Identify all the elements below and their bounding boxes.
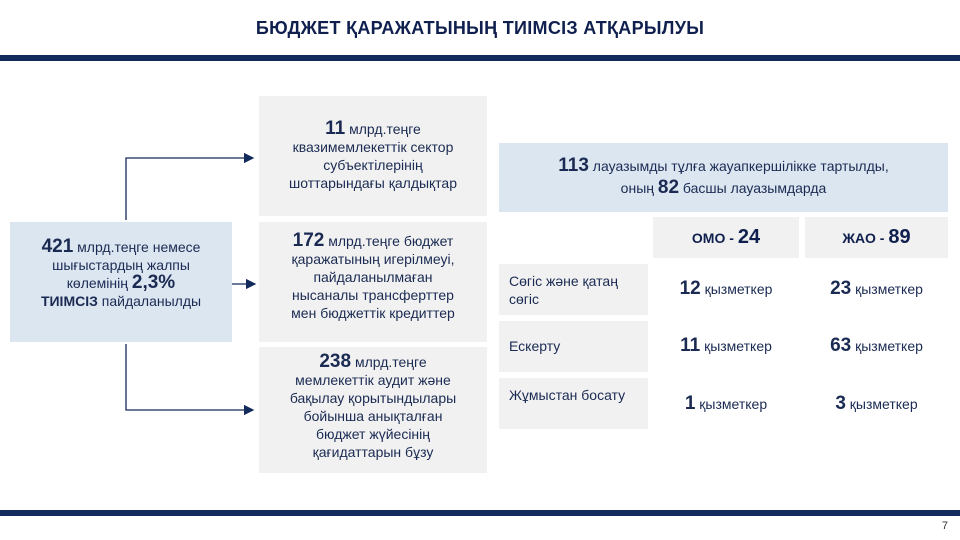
cell-zhao-dismissal: 3 қызметкер [835,393,918,414]
cell-omo-dismissal: 1 қызметкер [684,393,768,414]
arrow-to-finding-1 [126,158,253,220]
page-number: 7 [941,520,948,532]
row-label-reprimand: Сөгіс және қатаң сөгіс [499,264,648,315]
row-label-warning: Ескерту [499,321,648,372]
main-line-4: ТИІМСІЗ пайдаланылды [40,293,202,309]
cell-omo-warning: 11 қызметкер [680,335,772,356]
finding-box-1: 11 млрд.теңге квазимемлекеттік сектор субъектілерінің шоттарындағы қалдықтар [259,96,487,216]
column-header-omo: ОМО - 24 [653,217,799,258]
finding-box-2: 172 млрд.теңге бюджет қаражатының игерілмеуі, пайдаланылмаған нысаналы трансферттер мен бюджеттік кредиттер [259,222,487,342]
column-header-zhao: ЖАО - 89 [805,217,948,258]
cell-omo-reprimand: 12 қызметкер [679,278,773,299]
main-summary-box [10,222,232,342]
main-line-3: көлемінің 2,3% [66,272,176,293]
finding-box-3: 238 млрд.теңге мемлекеттік аудит және бақылау қорытындылары бойынша анықталған бюджет жүйесінің қағидаттарын бұзу [259,347,487,473]
main-line-2: шығыстардың жалпы [52,257,190,273]
main-line-1: 421 млрд.теңге немесе [41,236,201,257]
arrow-to-finding-3 [126,344,253,410]
cell-zhao-reprimand: 23 қызметкер [830,278,923,299]
slide-title: БЮДЖЕТ ҚАРАЖАТЫНЫҢ ТИІМСІЗ АТҚАРЫЛУЫ [255,18,705,38]
cell-zhao-warning: 63 қызметкер [830,335,923,356]
responsibility-box: 113 лауазымды тұлға жауапкершілікке тартылды, оның 82 басшы лауазымдарда [499,143,948,212]
bottom-divider [0,510,960,516]
row-label-dismissal: Жұмыстан босату [499,378,648,429]
